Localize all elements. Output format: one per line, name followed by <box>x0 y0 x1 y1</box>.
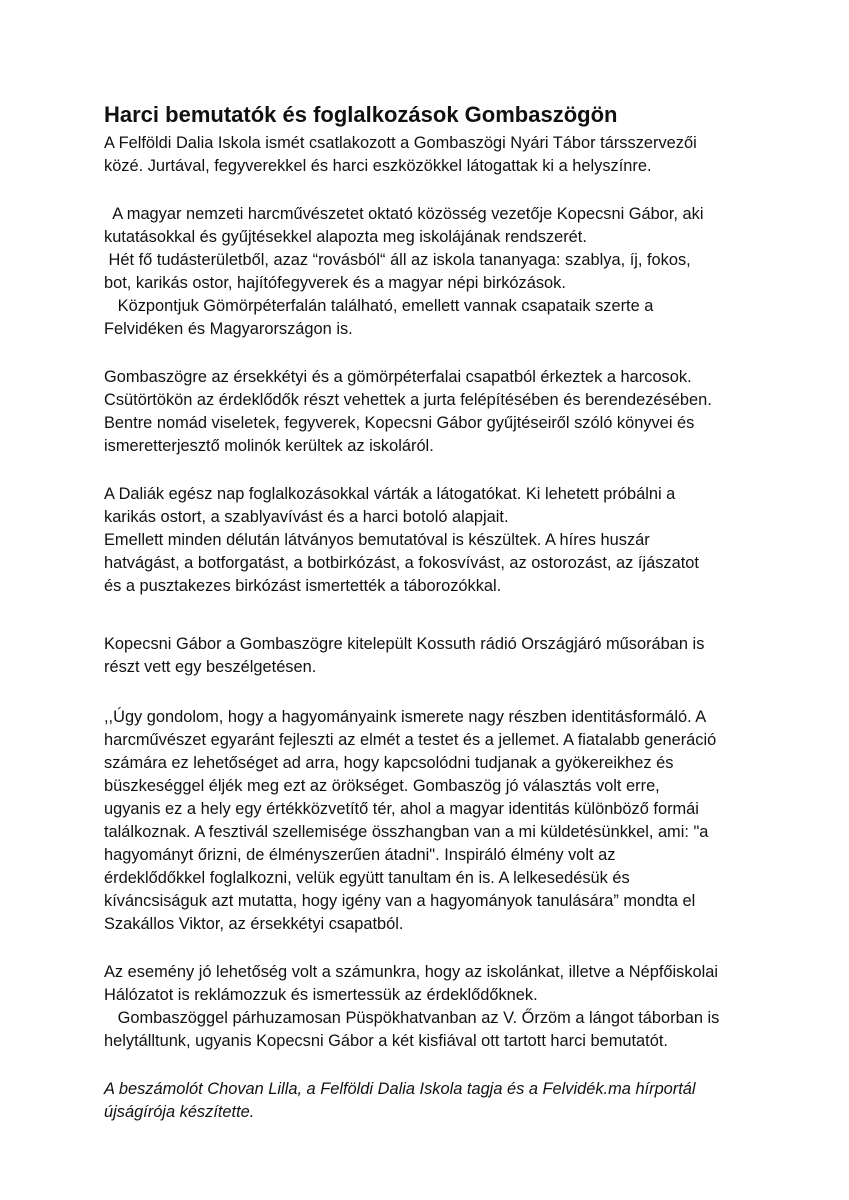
text-line: Hálózatot is reklámozzuk és ismertessük az érdeklődőknek. <box>104 986 538 1004</box>
text-line: újságírója készítette. <box>104 1103 255 1121</box>
text-line: A magyar nemzeti harcművészetet oktató közösség vezetője Kopecsni Gábor, aki <box>104 205 704 223</box>
text-line: találkoznak. A fesztivál szellemisége összhangban van a mi küldetésünkkel, ami: "a <box>104 823 709 841</box>
text-line: és a pusztakezes birkózást ismertették a táborozókkal. <box>104 577 502 595</box>
text-line: Szakállos Viktor, az érsekkétyi csapatból. <box>104 915 404 933</box>
text-line: közé. Jurtával, fegyverekkel és harci eszközökkel látogattak ki a helyszínre. <box>104 157 652 175</box>
text-line: bot, karikás ostor, hajítófegyverek és a magyar népi birkózások. <box>104 274 566 292</box>
text-line: Hét fő tudásterületből, azaz “rovásból“ áll az iskola tananyaga: szablya, íj, fokos, <box>104 251 691 269</box>
paragraph-radio <box>104 633 764 679</box>
text-line: számára ez lehetőséget ad arra, hogy kapcsolódni tudjanak a gyökereikhez és <box>104 754 674 772</box>
text-line: karikás ostort, a szablyavívást és a harci botoló alapjait. <box>104 508 509 526</box>
text-line: hatvágást, a botforgatást, a botbirkózást, a fokosvívást, az ostorozást, az íjászatot <box>104 554 699 572</box>
paragraph-activities <box>104 483 764 598</box>
text-line: ,,Úgy gondolom, hogy a hagyományaink ismerete nagy részben identitásformáló. A <box>104 708 707 726</box>
text-line: hagyományt őrizni, de élményszerűen átadni". Inspiráló élmény volt az <box>104 846 616 864</box>
paragraph-quote <box>104 706 764 936</box>
paragraph-summary <box>104 961 764 1053</box>
text-line: Bentre nomád viseletek, fegyverek, Kopecsni Gábor gyűjtéseiről szóló könyvei és <box>104 414 695 432</box>
text-line: kutatásokkal és gyűjtésekkel alapozta meg iskolájának rendszerét. <box>104 228 587 246</box>
author-credit <box>104 1078 764 1124</box>
article-title: Harci bemutatók és foglalkozások Gombaszögön <box>104 102 618 127</box>
text-line: érdeklődőkkel foglalkozni, velük együtt tanultam én is. A lelkesedésük és <box>104 869 630 887</box>
text-line: Kopecsni Gábor a Gombaszögre kitelepült Kossuth rádió Országjáró műsorában is <box>104 635 705 653</box>
text-line: ismeretterjesztő molinók kerültek az iskoláról. <box>104 437 434 455</box>
text-line: Központjuk Gömörpéterfalán található, emellett vannak csapataik szerte a <box>104 297 654 315</box>
text-line: Emellett minden délután látványos bemutatóval is készültek. A híres huszár <box>104 531 650 549</box>
text-line: A Daliák egész nap foglalkozásokkal várták a látogatókat. Ki lehetett próbálni a <box>104 485 676 503</box>
paragraph-arrival <box>104 366 764 458</box>
text-line: kíváncsiságuk azt mutatta, hogy igény van a hagyományok tanulására” mondta el <box>104 892 696 910</box>
text-line: Gombaszöggel párhuzamosan Püspökhatvanban az V. Őrzöm a lángot táborban is <box>104 1009 720 1027</box>
text-line: A beszámolót Chovan Lilla, a Felföldi Dalia Iskola tagja és a Felvidék.ma hírportál <box>104 1080 696 1098</box>
text-line: részt vett egy beszélgetésen. <box>104 658 317 676</box>
text-line: büszkeséggel éljék meg ezt az örökséget. Gombaszög jó választás volt erre, <box>104 777 660 795</box>
text-line: Gombaszögre az érsekkétyi és a gömörpéterfalai csapatból érkeztek a harcosok. <box>104 368 692 386</box>
text-line: Az esemény jó lehetőség volt a számunkra, hogy az iskolánkat, illetve a Népfőiskolai <box>104 963 719 981</box>
article <box>104 98 764 1124</box>
text-line: A Felföldi Dalia Iskola ismét csatlakozott a Gombaszögi Nyári Tábor társszervezői <box>104 134 697 152</box>
text-line: helytálltunk, ugyanis Kopecsni Gábor a két kisfiával ott tartott harci bemutatót. <box>104 1032 668 1050</box>
text-line: harcművészet egyaránt fejleszti az elmét a testet és a jellemet. A fiatalabb generáció <box>104 731 717 749</box>
text-line: Felvidéken és Magyarországon is. <box>104 320 353 338</box>
text-line: Csütörtökön az érdeklődők részt vehettek a jurta felépítésében és berendezésében. <box>104 391 712 409</box>
paragraph-intro <box>104 132 764 178</box>
text-line: ugyanis ez a hely egy értékközvetítő tér, ahol a magyar identitás különböző formái <box>104 800 699 818</box>
paragraph-about-school <box>104 203 764 341</box>
